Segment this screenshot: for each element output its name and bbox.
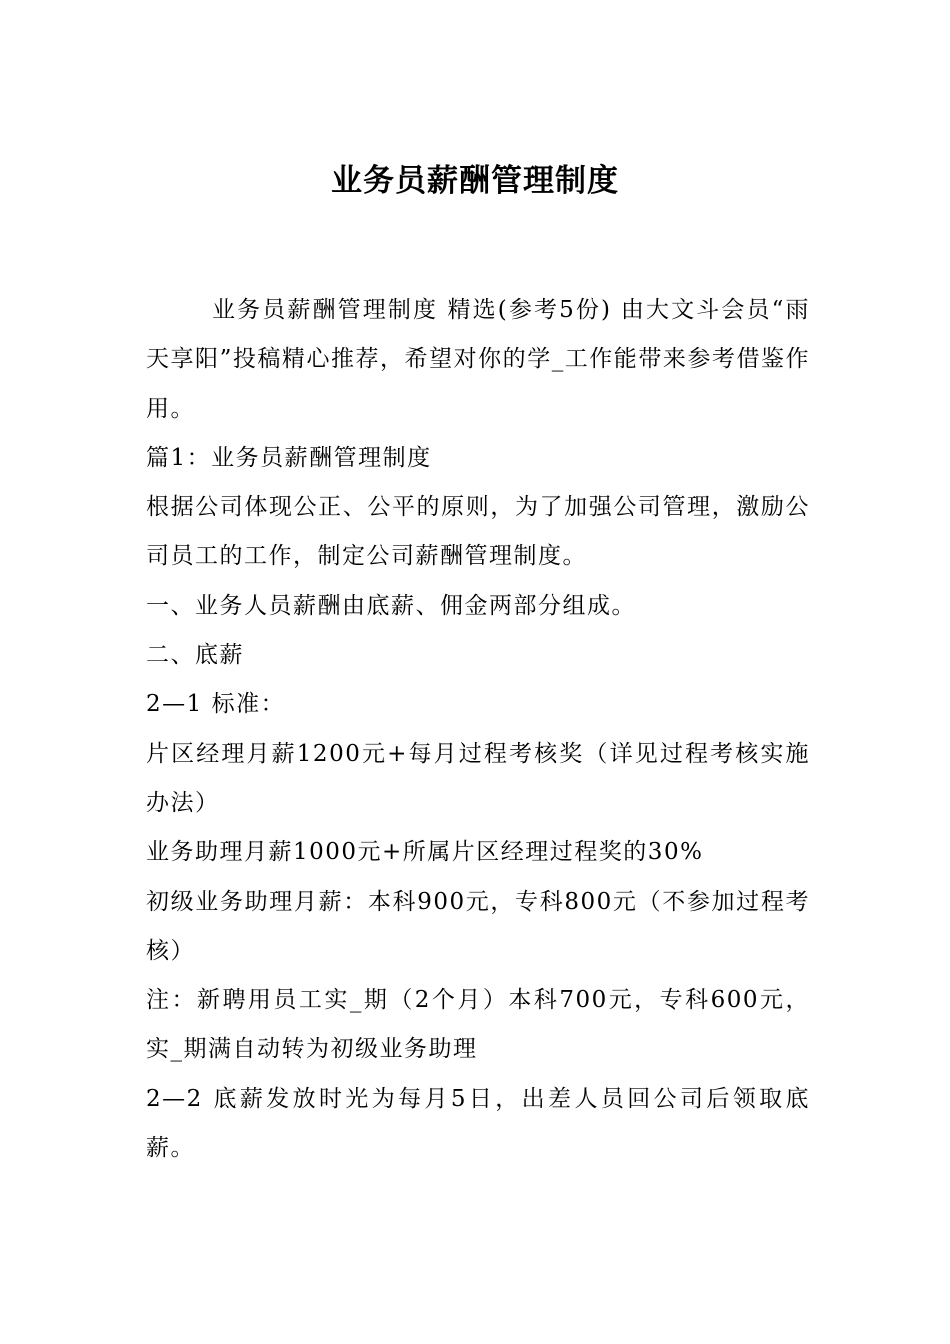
heading-standard: 2—1 标准： <box>146 691 286 718</box>
paragraph-junior-assistant-salary: 初级业务助理月薪：本科900元，专科800元（不参加过程考核） <box>146 888 810 964</box>
paragraph-purpose: 根据公司体现公正、公平的原则，为了加强公司管理，激励公司员工的工作，制定公司薪酬管理制度。 <box>146 494 810 570</box>
paragraph-payment-date: 2—2 底薪发放时光为每月5日，出差人员回公司后领取底薪。 <box>146 1085 810 1162</box>
section-heading-part-1: 篇1：业务员薪酬管理制度 <box>146 444 432 471</box>
intro-paragraph: 业务员薪酬管理制度 精选(参考5份) 由大文斗会员“雨天享阳”投稿精心推荐，希望对你的学_工作能带来参考借鉴作用。 <box>146 297 810 422</box>
paragraph-assistant-salary: 业务助理月薪1000元+所属片区经理过程奖的30% <box>146 839 704 866</box>
paragraph-probation-note: 注：新聘用员工实_期（2个月）本科700元，专科600元，实_期满自动转为初级业务助理 <box>146 987 810 1063</box>
paragraph-salary-composition: 一、业务人员薪酬由底薪、佣金两部分组成。 <box>146 592 636 619</box>
paragraph-area-manager-salary: 片区经理月薪1200元+每月过程考核奖（详见过程考核实施办法） <box>146 740 810 816</box>
heading-base-salary: 二、底薪 <box>146 642 244 669</box>
document-body <box>146 286 810 1173</box>
document-title: 业务员薪酬管理制度 <box>331 163 619 199</box>
